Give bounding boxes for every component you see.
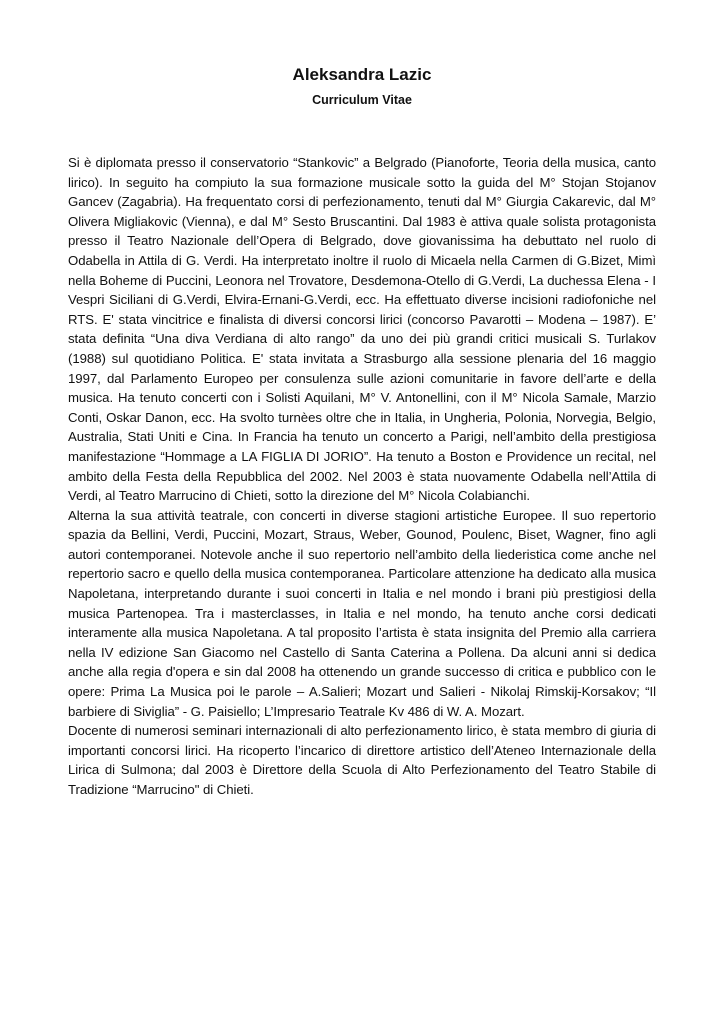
document-subtitle: Curriculum Vitae <box>312 93 412 107</box>
document-body <box>68 153 656 800</box>
paragraph-teaching: Docente di numerosi seminari internazionali di alto perfezionamento lirico, è stata membro di giuria di importanti concorsi lirici. Ha ricoperto l’incarico di direttore artistico dell’Ateneo Internazionale della Lirica di Sulmona; dal 2003 è Direttore della Scuola di Alto Perfezionamento del Teatro Stabile di Tradizione “Marrucino" di Chieti. <box>68 723 656 797</box>
paragraph-biography: Si è diplomata presso il conservatorio “Stankovic” a Belgrado (Pianoforte, Teoria della musica, canto lirico). In seguito ha compiuto la sua formazione musicale sotto la guida del M° Stojan Stojanov Gancev (Zagabria). Ha frequentato corsi di perfezionamento, tenuti dal M° Giurgia Cakarevic, dal M° Olivera Migliakovic (Vienna), e dal M° Sesto Bruscantini. Dal 1983 è attiva quale solista protagonista presso il Teatro Nazionale dell’Opera di Belgrado, dove giovanissima ha debuttato nel ruolo di Odabella in Attila di G. Verdi. Ha interpretato inoltre il ruolo di Micaela nella Carmen di G.Bizet, Mimì nella Boheme di Puccini, Leonora nel Trovatore, Desdemona-Otello di G.Verdi, La duchessa Elena - I Vespri Siciliani di G.Verdi, Elvira-Ernani-G.Verdi, ecc. Ha effettuato diverse incisioni radiofoniche nel RTS. E' stata vincitrice e finalista di diversi concorsi lirici (concorso Pavarotti – Modena – 1987). E’ stata definita “Una diva Verdiana di alto rango” da uno dei più grandi critici musicali S. Turlakov (1988) sul quotidiano Politica. E' stata invitata a Strasburgo alla sessione plenaria del 16 maggio 1997, dal Parlamento Europeo per consulenza sulle azioni comunitarie in favore dell’arte e della musica. Ha tenuto concerti con i Solisti Aquilani, M° V. Antonellini, con il M° Nicola Samale, Marzio Conti, Oskar Danon, ecc. Ha svolto turnèes oltre che in Italia, in Ungheria, Polonia, Norvegia, Belgio, Australia, Stati Uniti e Cina. In Francia ha tenuto un concerto a Parigi, nell’ambito della prestigiosa manifestazione “Hommage a LA FIGLIA DI JORIO”. Ha tenuto a Boston e Providence un recital, nel ambito della Festa della Repubblica del 2002. Nel 2003 è stata nuovamente Odabella nell’Attila di Verdi, al Teatro Marrucino di Chieti, sotto la direzione del M° Nicola Colabianchi. <box>68 155 656 504</box>
document-title: Aleksandra Lazic <box>292 65 432 84</box>
paragraph-repertoire: Alterna la sua attività teatrale, con concerti in diverse stagioni artistiche Europee. Il suo repertorio spazia da Bellini, Verdi, Puccini, Mozart, Straus, Weber, Gounod, Poulenc, Biset, Wagner, fino agli autori contemporanei. Notevole anche il suo repertorio nell’ambito della liederistica come anche nel repertorio sacro e quello della musica contemporanea. Particolare attenzione ha dedicato alla musica Napoletana, interpretando durante i suoi concerti in Italia e nel mondo i brani più prestigiosi della musica Partenopea. Tra i masterclasses, in Italia e nel mondo, ha tenuto anche corsi dedicati interamente alla musica Napoletana. A tal proposito l’artista è stata insignita del Premio alla carriera nella IV edizione San Giacomo nel Castello di Santa Caterina a Pollena. Da alcuni anni si dedica anche alla regia d'opera e sin dal 2008 ha ottenendo un grande successo di critica e pubblico con le opere: Prima La Musica poi le parole – A.Salieri; Mozart und Salieri - Nikolaj Rimskij-Korsakov; “Il barbiere di Siviglia” - G. Paisiello; L’Impresario Teatrale Kv 486 di W. A. Mozart. <box>68 507 656 719</box>
